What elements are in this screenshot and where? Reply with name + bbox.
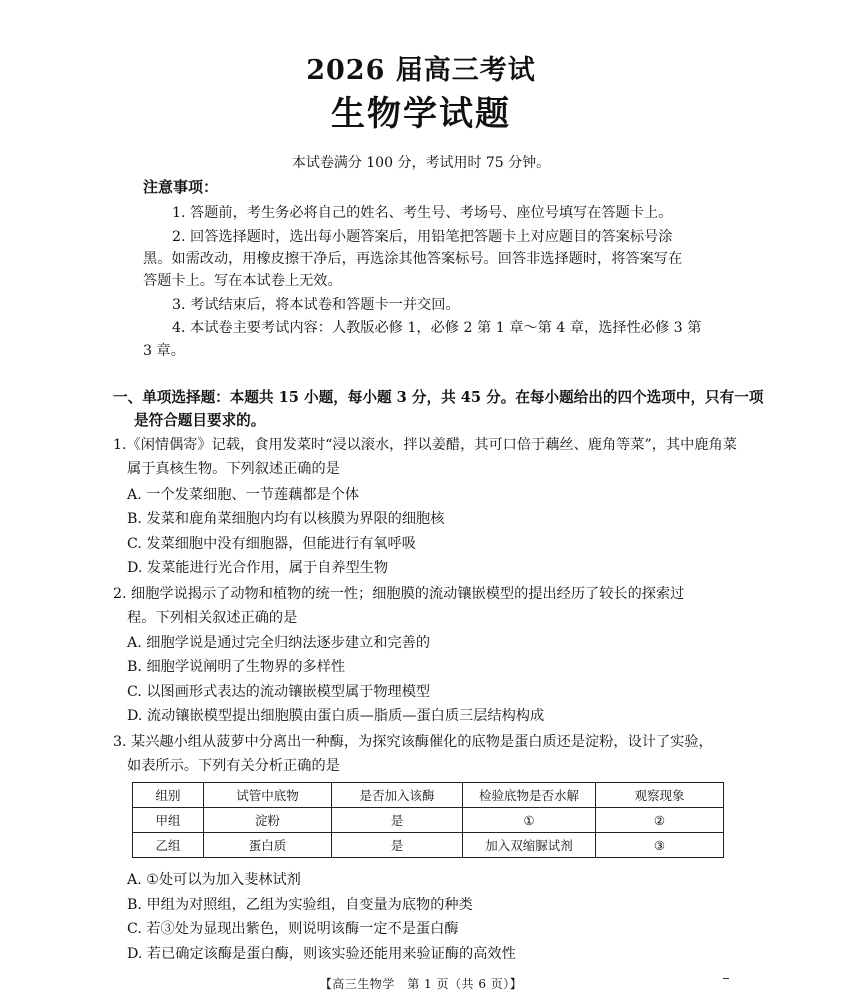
table-cell: ③: [596, 833, 724, 858]
exam-info: 本试卷满分 100 分，考试用时 75 分钟。: [291, 155, 551, 171]
question-1-stem-cont: 属于真核生物。下列叙述正确的是: [127, 461, 340, 477]
table-cell: ①: [463, 808, 596, 833]
table-header-cell: 试管中底物: [204, 783, 332, 808]
question-3-option-b: B. 甲组为对照组，乙组为实验组，自变量为底物的种类: [127, 897, 473, 913]
question-1-option-c: C. 发菜细胞中没有细胞器，但能进行有氧呼吸: [127, 536, 416, 552]
question-2-option-d: D. 流动镶嵌模型提出细胞膜由蛋白质—脂质—蛋白质三层结构构成: [127, 708, 545, 724]
question-3-stem-cont: 如表所示。下列有关分析正确的是: [127, 758, 340, 774]
table-cell: ②: [596, 808, 724, 833]
notice-line: 3 章。: [143, 343, 185, 359]
table-cell: 是: [332, 808, 463, 833]
question-1-option-a: A. 一个发菜细胞、一节莲藕都是个体: [127, 487, 360, 503]
table-header-cell: 检验底物是否水解: [463, 783, 596, 808]
notice-line: 答题卡上。写在本试卷上无效。: [143, 273, 342, 289]
table-row: [133, 808, 724, 833]
table-header-cell: 组别: [133, 783, 204, 808]
question-1-stem: 1.《闲情偶寄》记载，食用发菜时“浸以滚水，拌以姜醋，其可口倍于藕丝、鹿角等菜”，其中鹿角菜: [113, 437, 737, 453]
table-cell: 加入双缩脲试剂: [463, 833, 596, 858]
question-2-stem-cont: 程。下列相关叙述正确的是: [127, 610, 298, 626]
table-cell: 乙组: [133, 833, 204, 858]
table-header-row: [133, 783, 724, 808]
exam-title: 2026 届高三考试: [306, 55, 536, 86]
question-3-option-d: D. 若已确定该酶是蛋白酶，则该实验还能用来验证酶的高效性: [127, 946, 516, 962]
table-cell: 蛋白质: [204, 833, 332, 858]
table-cell: 是: [332, 833, 463, 858]
table-header-cell: 观察现象: [596, 783, 724, 808]
question-2-stem: 2. 细胞学说揭示了动物和植物的统一性；细胞膜的流动镶嵌模型的提出经历了较长的探索过: [113, 586, 685, 602]
notice-heading: 注意事项：: [143, 178, 219, 196]
notice-line: 1. 答题前，考生务必将自己的姓名、考生号、考场号、座位号填写在答题卡上。: [172, 205, 673, 221]
table-header-cell: 是否加入该酶: [332, 783, 463, 808]
notice-line: 黑。如需改动，用橡皮擦干净后，再选涂其他答案标号。回答非选择题时，将答案写在: [143, 251, 683, 267]
question-3-stem: 3. 某兴趣小组从菠萝中分离出一种酶，为探究该酶催化的底物是蛋白质还是淀粉，设计了实验，: [113, 734, 713, 750]
corner-mark: [723, 978, 729, 979]
question-2-option-b: B. 细胞学说阐明了生物界的多样性: [127, 659, 346, 675]
exam-subject-title: 生物学试题: [331, 94, 511, 134]
notice-line: 2. 回答选择题时，选出每小题答案后，用铅笔把答题卡上对应题目的答案标号涂: [172, 229, 673, 245]
question-2-option-a: A. 细胞学说是通过完全归纳法逐步建立和完善的: [127, 635, 431, 651]
page-footer: 【高三生物学 第 1 页（共 6 页）】: [319, 977, 523, 991]
question-3-option-c: C. 若③处为显现出紫色，则说明该酶一定不是蛋白酶: [127, 921, 459, 937]
question-1-option-d: D. 发菜能进行光合作用，属于自养型生物: [127, 560, 389, 576]
notice-line: 3. 考试结束后，将本试卷和答题卡一并交回。: [172, 297, 460, 313]
experiment-table: [132, 782, 724, 858]
section-heading: 一、单项选择题：本题共 15 小题，每小题 3 分，共 45 分。在每小题给出的四个选项中，只有一项: [113, 389, 764, 406]
table-row: [133, 833, 724, 858]
table-cell: 淀粉: [204, 808, 332, 833]
table-cell: 甲组: [133, 808, 204, 833]
notice-line: 4. 本试卷主要考试内容：人教版必修 1，必修 2 第 1 章～第 4 章，选择性必修 3 第: [172, 320, 702, 336]
question-3-option-a: A. ①处可以为加入斐林试剂: [127, 872, 301, 888]
question-2-option-c: C. 以图画形式表达的流动镶嵌模型属于物理模型: [127, 684, 431, 700]
section-heading-cont: 是符合题目要求的。: [134, 412, 266, 429]
question-1-option-b: B. 发菜和鹿角菜细胞内均有以核膜为界限的细胞核: [127, 511, 445, 527]
